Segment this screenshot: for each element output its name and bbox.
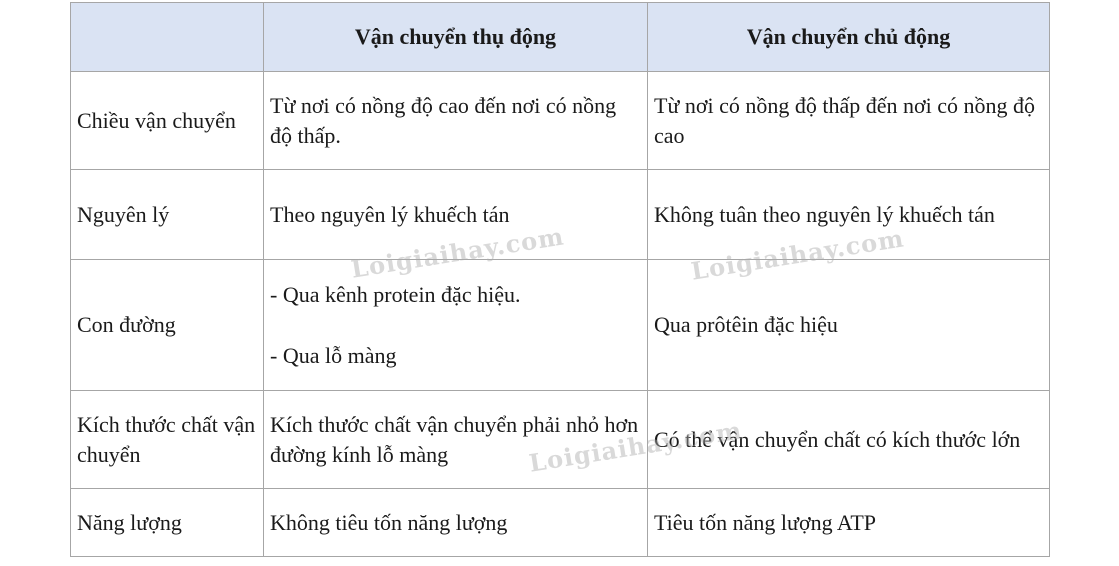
table-row [71, 72, 1050, 170]
table-row [71, 489, 1050, 557]
table-row [71, 170, 1050, 260]
table-row [71, 260, 1050, 391]
active-cell [648, 170, 1050, 260]
table-row [71, 391, 1050, 489]
passive-cell [264, 72, 648, 170]
cell-text: - Qua kênh protein đặc hiệu. [270, 281, 521, 307]
active-cell [648, 489, 1050, 557]
cell-text: Không tuân theo nguyên lý khuếch tán [654, 201, 995, 227]
passive-cell [264, 170, 648, 260]
header-passive-transport: Vận chuyển thụ động [264, 3, 648, 72]
cell-text: Theo nguyên lý khuếch tán [270, 201, 510, 227]
passive-cell [264, 489, 648, 557]
comparison-table [70, 2, 1050, 557]
header-criterion [71, 3, 264, 72]
active-cell [648, 260, 1050, 391]
passive-cell [264, 260, 648, 391]
watermark: Loigiaihay.com [527, 415, 745, 478]
cell-text: Kích thước chất vận chuyển phải nhỏ hơn đường kính lỗ màng [270, 411, 639, 467]
active-cell [648, 391, 1050, 489]
row-criterion: Nguyên lý [71, 170, 264, 260]
row-criterion: Chiều vận chuyển [71, 72, 264, 170]
spacer [270, 310, 641, 341]
header-row [71, 3, 1050, 72]
header-active-transport: Vận chuyển chủ động [648, 3, 1050, 72]
row-criterion: Năng lượng [71, 489, 264, 557]
row-criterion: Kích thước chất vận chuyển [71, 391, 264, 489]
active-cell [648, 72, 1050, 170]
passive-cell [264, 391, 648, 489]
cell-text: Có thể vận chuyển chất có kích thước lớn [654, 426, 1021, 452]
cell-text: - Qua lỗ màng [270, 342, 397, 368]
cell-text: Từ nơi có nồng độ cao đến nơi có nồng độ thấp. [270, 92, 617, 148]
cell-text: Qua prôtêin đặc hiệu [654, 312, 838, 337]
watermark: Loigiaihay.com [349, 221, 567, 284]
cell-text: Tiêu tốn năng lượng ATP [654, 509, 876, 535]
row-criterion: Con đường [71, 260, 264, 391]
cell-text: Từ nơi có nồng độ thấp đến nơi có nồng độ cao [654, 92, 1036, 148]
watermark: Loigiaihay.com [689, 223, 907, 286]
cell-text: Không tiêu tốn năng lượng [270, 509, 508, 535]
